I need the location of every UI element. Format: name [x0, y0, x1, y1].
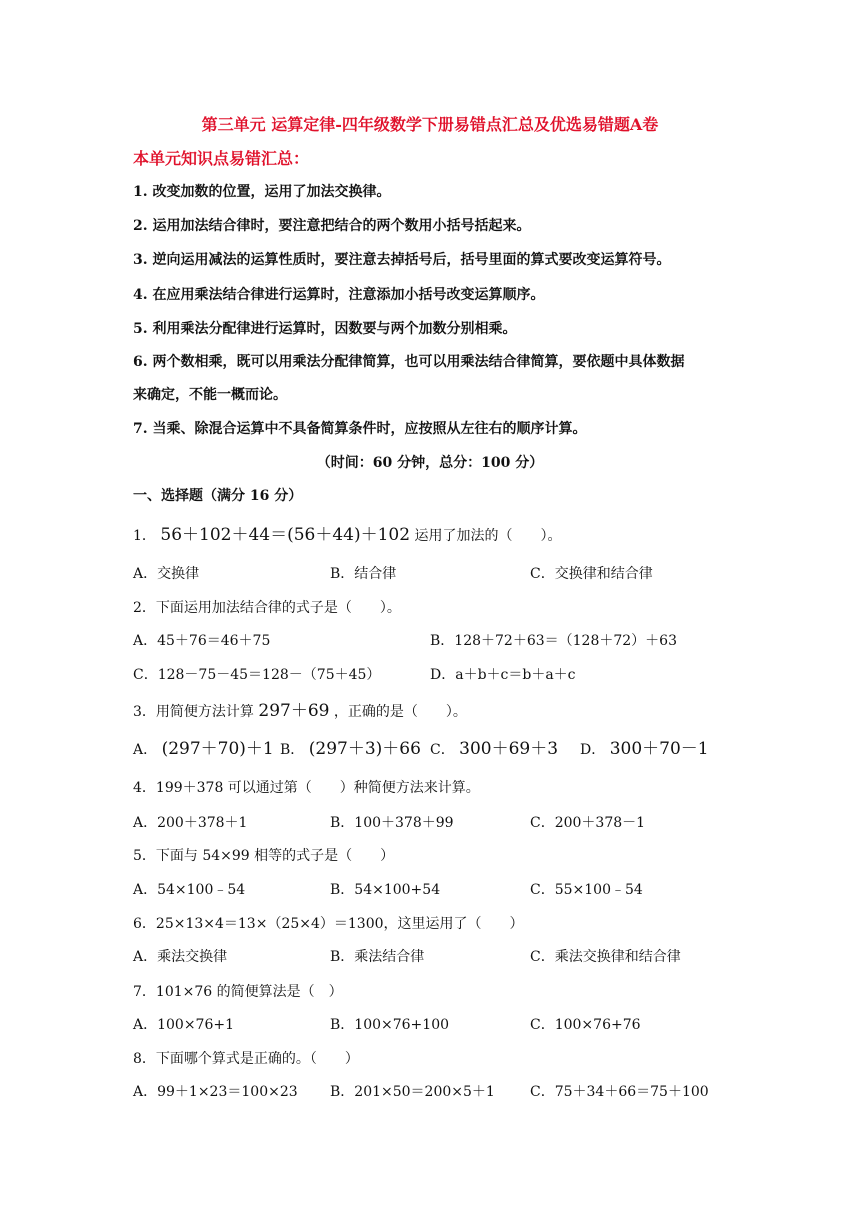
option-b[interactable]: B．128＋72＋63＝（128＋72）＋63 [430, 633, 677, 649]
option-expression: (297＋70)＋1 [161, 739, 274, 759]
option-c[interactable]: C．乘法交换律和结合律 [530, 949, 681, 965]
option-a[interactable]: A．乘法交换律 [133, 949, 228, 965]
option-c[interactable] [430, 734, 558, 759]
option-d[interactable]: D．a＋b＋c＝b＋a＋c [430, 667, 576, 683]
option-b[interactable]: B．100×76+100 [330, 1017, 450, 1033]
question-expression: 56＋102＋44＝(56＋44)＋102 [160, 525, 411, 545]
option-a[interactable]: A．200＋378＋1 [133, 815, 248, 831]
option-c[interactable]: C．200＋378－1 [530, 815, 646, 831]
question-3 [133, 696, 467, 721]
option-b[interactable] [280, 734, 421, 759]
option-a[interactable]: A．45＋76＝46＋75 [133, 633, 271, 649]
option-b[interactable]: B．201×50＝200×5＋1 [330, 1084, 495, 1100]
option-c[interactable]: C．交换律和结合律 [530, 566, 653, 582]
option-label: D． [580, 742, 606, 758]
question-5: 5．下面与 54×99 相等的式子是（ ） [133, 848, 395, 864]
question-number: 1． [133, 528, 156, 544]
option-a[interactable] [133, 734, 274, 759]
option-expression: 300＋70－1 [609, 739, 709, 759]
option-c[interactable]: C．100×76+76 [530, 1017, 641, 1033]
option-expression: 300＋69＋3 [459, 739, 559, 759]
question-prefix: 3．用简便方法计算 [133, 704, 254, 720]
option-a[interactable]: A．54×100﹣54 [133, 882, 246, 898]
question-8: 8．下面哪个算式是正确的。（ ） [133, 1051, 359, 1067]
question-expression: 297＋69 [258, 701, 330, 721]
question-6: 6．25×13×4＝13×（25×4）＝1300，这里运用了（ ） [133, 916, 524, 932]
summary-heading: 本单元知识点易错汇总： [133, 149, 310, 168]
option-b[interactable]: B．乘法结合律 [330, 949, 425, 965]
part-heading: 一、选择题（满分 16 分） [133, 488, 303, 504]
option-c[interactable]: C．55×100﹣54 [530, 882, 643, 898]
question-4: 4．199＋378 可以通过第（ ）种简便方法来计算。 [133, 780, 480, 796]
note-6: 6. 两个数相乘，既可以用乘法分配律简算，也可以用乘法结合律简算，要依题中具体数据 [133, 354, 685, 370]
question-text: ，正确的是（ ）。 [333, 704, 467, 720]
note-7: 7. 当乘、除混合运算中不具备简算条件时，应按照从左往右的顺序计算。 [133, 421, 587, 437]
option-b[interactable]: B．54×100+54 [330, 882, 441, 898]
option-d[interactable] [580, 734, 709, 759]
note-5: 5. 利用乘法分配律进行运算时，因数要与两个加数分别相乘。 [133, 321, 517, 337]
note-1: 1. 改变加数的位置，运用了加法交换律。 [133, 184, 391, 200]
question-1 [133, 520, 562, 545]
question-text: 运用了加法的（ ）。 [414, 528, 562, 544]
option-a[interactable]: A．99＋1×23＝100×23 [133, 1084, 298, 1100]
option-a[interactable]: A．100×76+1 [133, 1017, 235, 1033]
option-b[interactable]: B．100＋378＋99 [330, 815, 454, 831]
option-expression: (297＋3)＋66 [308, 739, 421, 759]
document-title: 第三单元 运算定律-四年级数学下册易错点汇总及优选易错题A卷 [201, 115, 659, 134]
option-label: A． [133, 742, 158, 758]
option-label: B． [280, 742, 305, 758]
note-4: 4. 在应用乘法结合律进行运算时，注意添加小括号改变运算顺序。 [133, 287, 545, 303]
option-c[interactable]: C．128－75－45＝128－（75＋45） [133, 667, 381, 683]
option-label: C． [430, 742, 455, 758]
note-3: 3. 逆向运用减法的运算性质时，要注意去掉括号后，括号里面的算式要改变运算符号。 [133, 252, 671, 268]
note-6-cont: 来确定，不能一概而论。 [133, 387, 287, 403]
question-2: 2．下面运用加法结合律的式子是（ ）。 [133, 600, 401, 616]
option-a[interactable]: A．交换律 [133, 566, 200, 582]
question-7: 7．101×76 的简便算法是（ ） [133, 984, 343, 1000]
option-c[interactable]: C．75＋34＋66＝75＋100 [530, 1084, 709, 1100]
time-info: （时间：60 分钟，总分：100 分） [316, 455, 544, 471]
option-b[interactable]: B．结合律 [330, 566, 397, 582]
note-2: 2. 运用加法结合律时，要注意把结合的两个数用小括号括起来。 [133, 218, 531, 234]
